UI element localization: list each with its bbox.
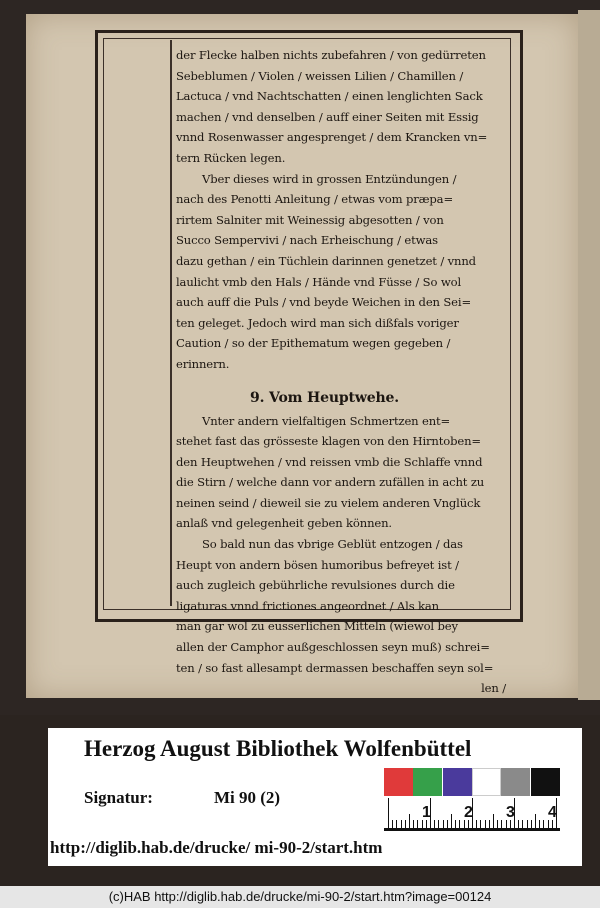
section-heading: 9. Vom Heuptwehe.	[250, 389, 400, 406]
text-line: anlaß vnd gelegenheit geben können.	[176, 516, 392, 531]
library-footer	[48, 728, 582, 866]
ruler-tick	[497, 820, 498, 828]
ruler-tick	[527, 820, 528, 828]
text-line: Sebeblumen / Violen / weissen Lilien / Chamillen /	[176, 68, 464, 83]
ruler-tick	[539, 820, 540, 828]
text-line: rirtem Salniter mit Weinessig abgesotten / von	[176, 212, 444, 227]
text-line: laulicht vmb den Hals / Hände vnd Füsse / So wol	[176, 274, 461, 289]
ruler-tick	[401, 820, 402, 828]
ruler-tick	[405, 820, 406, 828]
ruler-tick	[443, 820, 444, 828]
ruler-tick	[522, 820, 523, 828]
text-line: der Flecke halben nichts zubefahren / von gedürreten	[176, 48, 486, 62]
ruler-tick	[476, 820, 477, 828]
text-line: ligaturas vnnd frictiones angeordnet / Als kan	[176, 598, 439, 613]
ruler-tick	[417, 820, 418, 828]
text-line: Vnter andern vielfaltigen Schmertzen ent=	[202, 413, 451, 428]
text-line: die Stirn / welche dann vor andern zufällen in acht zu	[176, 475, 485, 490]
text-line: ten geleget. Jedoch wird man sich dißfals voriger	[176, 315, 459, 330]
color-swatch	[501, 768, 530, 796]
text-line: Succo Sempervivi / nach Erheischung / etwas	[176, 233, 438, 248]
ruler-tick	[396, 820, 397, 828]
margin-rule	[170, 40, 172, 606]
text-line: Heupt von andern bösen humoribus befreyet ist /	[176, 557, 459, 572]
text-line: Caution / so der Epithematum wegen gegeben /	[176, 336, 451, 351]
ruler-tick	[451, 814, 452, 828]
ruler-tick	[535, 814, 536, 828]
text-line: dazu gethan / ein Tüchlein darinnen genetzet / vnnd	[176, 253, 476, 268]
ruler-tick	[531, 820, 532, 828]
ruler-tick	[392, 820, 393, 828]
scale-ruler	[384, 798, 560, 832]
color-swatch	[531, 768, 560, 796]
text-line: ten / so fast allesampt dermassen beschaffen seyn sol=	[176, 660, 494, 675]
ruler-tick	[459, 820, 460, 828]
ruler-tick	[409, 814, 410, 828]
library-url[interactable]: http://diglib.hab.de/drucke/ mi-90-2/start.htm	[50, 838, 383, 857]
ruler-tick	[543, 820, 544, 828]
color-swatch	[472, 768, 501, 796]
ruler-tick	[413, 820, 414, 828]
text-line: auch auff die Puls / vnd beyde Weichen in den Sei=	[176, 295, 472, 310]
page-text	[176, 45, 506, 696]
text-line: So bald nun das vbrige Geblüt entzogen / das	[202, 537, 463, 552]
ruler-tick	[434, 820, 435, 828]
color-calibration-strip	[384, 768, 560, 796]
ruler-tick	[388, 798, 389, 828]
ruler-baseline	[384, 828, 560, 831]
ruler-tick	[518, 820, 519, 828]
text-line: man gar wol zu eusserlichen Mitteln (wiewol bey	[176, 619, 458, 634]
text-line: allen der Camphor außgeschlossen seyn muß) schrei=	[176, 640, 490, 655]
ruler-tick	[455, 820, 456, 828]
text-line: neinen seind / dieweil sie zu vielem anderen Vnglück	[176, 495, 481, 510]
ruler-tick	[438, 820, 439, 828]
text-line: auch zugleich gebührliche revulsiones durch die	[176, 578, 455, 593]
page-edge	[578, 10, 600, 700]
ruler-tick	[447, 820, 448, 828]
text-line: machen / vnd denselben / auff einer Seiten mit Essig	[176, 109, 479, 124]
color-swatch	[443, 768, 472, 796]
ruler-number: 4	[548, 804, 557, 821]
ruler-tick	[501, 820, 502, 828]
ruler-number: 2	[464, 804, 473, 821]
text-line: stehet fast das grösseste klagen von den Hirntoben=	[176, 434, 481, 449]
ruler-tick	[493, 814, 494, 828]
text-line: erinnern.	[176, 356, 230, 371]
text-line: tern Rücken legen.	[176, 150, 286, 165]
ruler-number: 3	[506, 804, 515, 821]
text-line: nach des Penotti Anleitung / etwas vom præpa=	[176, 192, 454, 207]
ruler-tick	[480, 820, 481, 828]
color-swatch	[413, 768, 442, 796]
text-line: Vber dieses wird in grossen Entzündungen /	[202, 171, 457, 186]
image-caption: (c)HAB http://diglib.hab.de/drucke/mi-90-2/start.htm?image=00124	[0, 886, 600, 908]
text-line: den Heuptwehen / vnd reissen vmb die Schlaffe vnnd	[176, 454, 483, 469]
signature-label: Signatur:	[84, 788, 153, 807]
text-line: vnnd Rosenwasser angesprenget / dem Krancken vn=	[176, 130, 488, 145]
text-line: Lactuca / vnd Nachtschatten / einen lenglichten Sack	[176, 89, 483, 104]
ruler-tick	[489, 820, 490, 828]
signature-value: Mi 90 (2)	[214, 788, 281, 807]
ruler-tick	[485, 820, 486, 828]
ruler-number: 1	[422, 804, 431, 821]
library-name: Herzog August Bibliothek Wolfenbüttel	[84, 736, 472, 761]
color-swatch	[384, 768, 413, 796]
text-line: len /	[481, 681, 506, 696]
